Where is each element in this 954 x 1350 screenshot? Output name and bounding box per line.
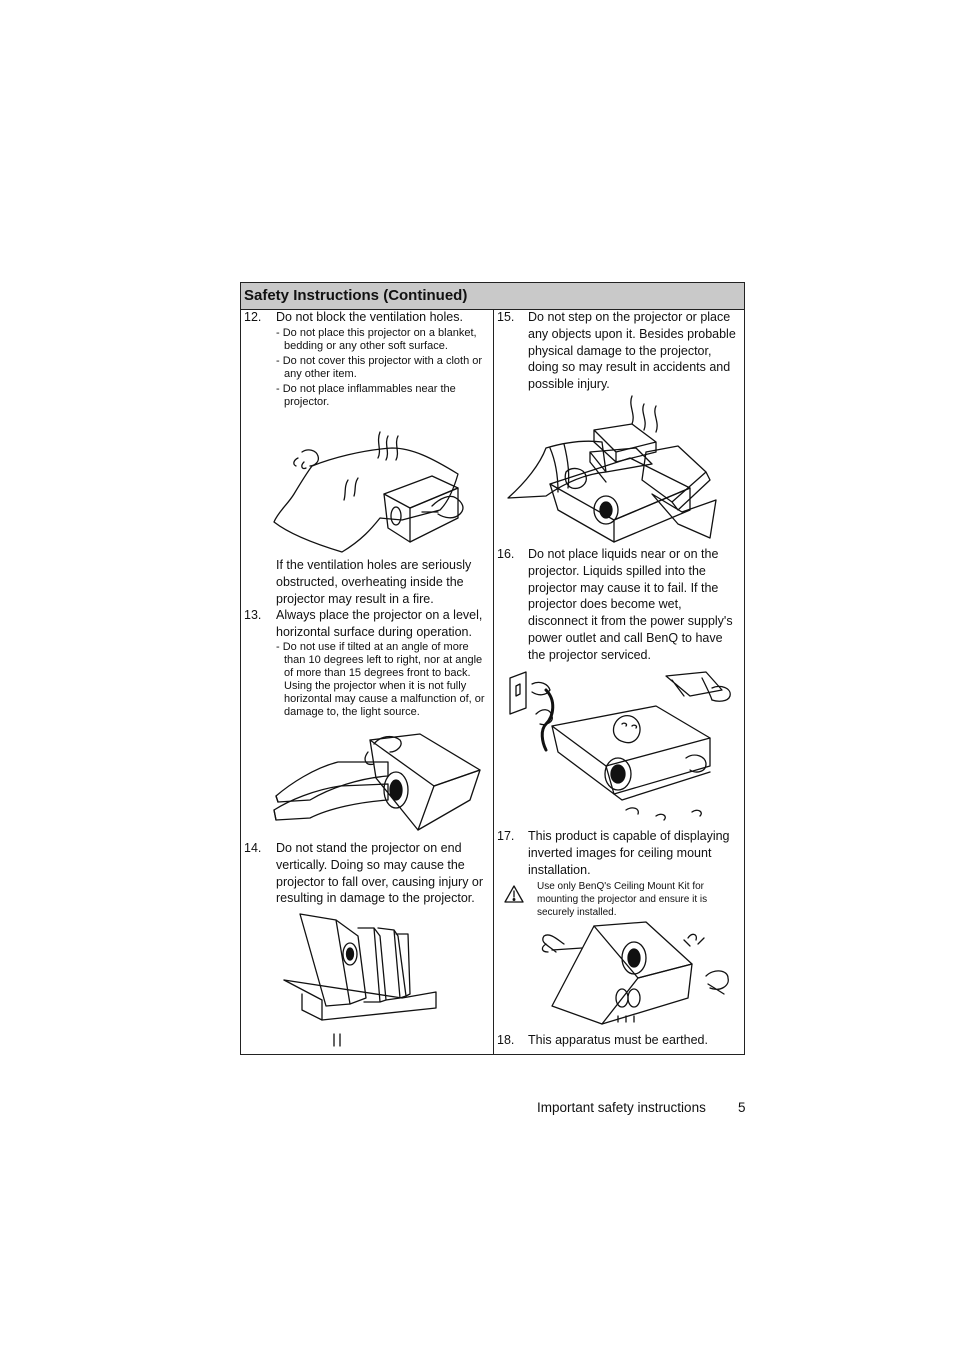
page-number: 5 bbox=[738, 1100, 746, 1115]
item-13-bullet-1: - Do not use if tilted at an angle of more than 10 degrees left to right, nor at angle of more than 15 degrees front to back. Using the projector when it is not fully horizontal may cause a malfunction of, or damage to, the light source. bbox=[276, 641, 485, 718]
column-divider bbox=[493, 310, 494, 1054]
item-12-bullet-2: - Do not cover this projector with a cloth or any other item. bbox=[276, 355, 483, 380]
item-12-bullet-3: - Do not place inflammables near the projector. bbox=[276, 383, 456, 408]
item-18-text: This apparatus must be earthed. bbox=[528, 1033, 708, 1047]
covered-projector-illustration bbox=[272, 428, 472, 556]
vertical-projector-illustration bbox=[282, 910, 438, 1048]
warning-icon bbox=[504, 885, 524, 903]
item-15-text: Do not step on the projector or place any objects upon it. Besides probable physical damage to the projector, doing so may result in accidents and possible injury. bbox=[528, 310, 736, 392]
item-16-number: 16. bbox=[497, 547, 515, 561]
liquid-near-projector-illustration bbox=[506, 666, 736, 822]
item-17-text: This product is capable of displaying inverted images for ceiling mount installation. bbox=[528, 829, 730, 877]
item-16-text: Do not place liquids near or on the projector. Liquids spilled into the projector may cause it to fail. If the projector does become wet, disconnect it from the power supply's power outlet and call BenQ to have the projector serviced. bbox=[528, 547, 733, 662]
item-13-text: Always place the projector on a level, horizontal surface during operation. bbox=[276, 608, 483, 639]
item-18-number: 18. bbox=[497, 1033, 515, 1047]
tilted-projector-illustration bbox=[270, 730, 484, 834]
item-12-warning: If the ventilation holes are seriously obstructed, overheating inside the projector may result in a fire. bbox=[276, 558, 472, 606]
item-17-number: 17. bbox=[497, 829, 515, 843]
objects-on-projector-illustration bbox=[506, 392, 718, 544]
item-14-number: 14. bbox=[244, 841, 262, 855]
item-12-bullet-1: - Do not place this projector on a blanket, bedding or any other soft surface. bbox=[276, 327, 477, 352]
item-17-note: Use only BenQ's Ceiling Mount Kit for mounting the projector and ensure it is securely installed. bbox=[537, 881, 708, 918]
ceiling-mount-illustration bbox=[538, 920, 734, 1028]
item-13-number: 13. bbox=[244, 608, 262, 622]
footer-label: Important safety instructions bbox=[537, 1100, 706, 1115]
item-12-number: 12. bbox=[244, 310, 262, 324]
item-13-bullets bbox=[276, 641, 490, 719]
item-12-bullets bbox=[276, 327, 490, 409]
section-header bbox=[241, 283, 744, 310]
item-15-number: 15. bbox=[497, 310, 515, 324]
item-12-text: Do not block the ventilation holes. bbox=[276, 310, 463, 324]
section-title: Safety Instructions (Continued) bbox=[244, 287, 468, 304]
item-14-text: Do not stand the projector on end vertically. Doing so may cause the projector to fall over, causing injury or resulting in damage to the projector. bbox=[276, 841, 484, 906]
